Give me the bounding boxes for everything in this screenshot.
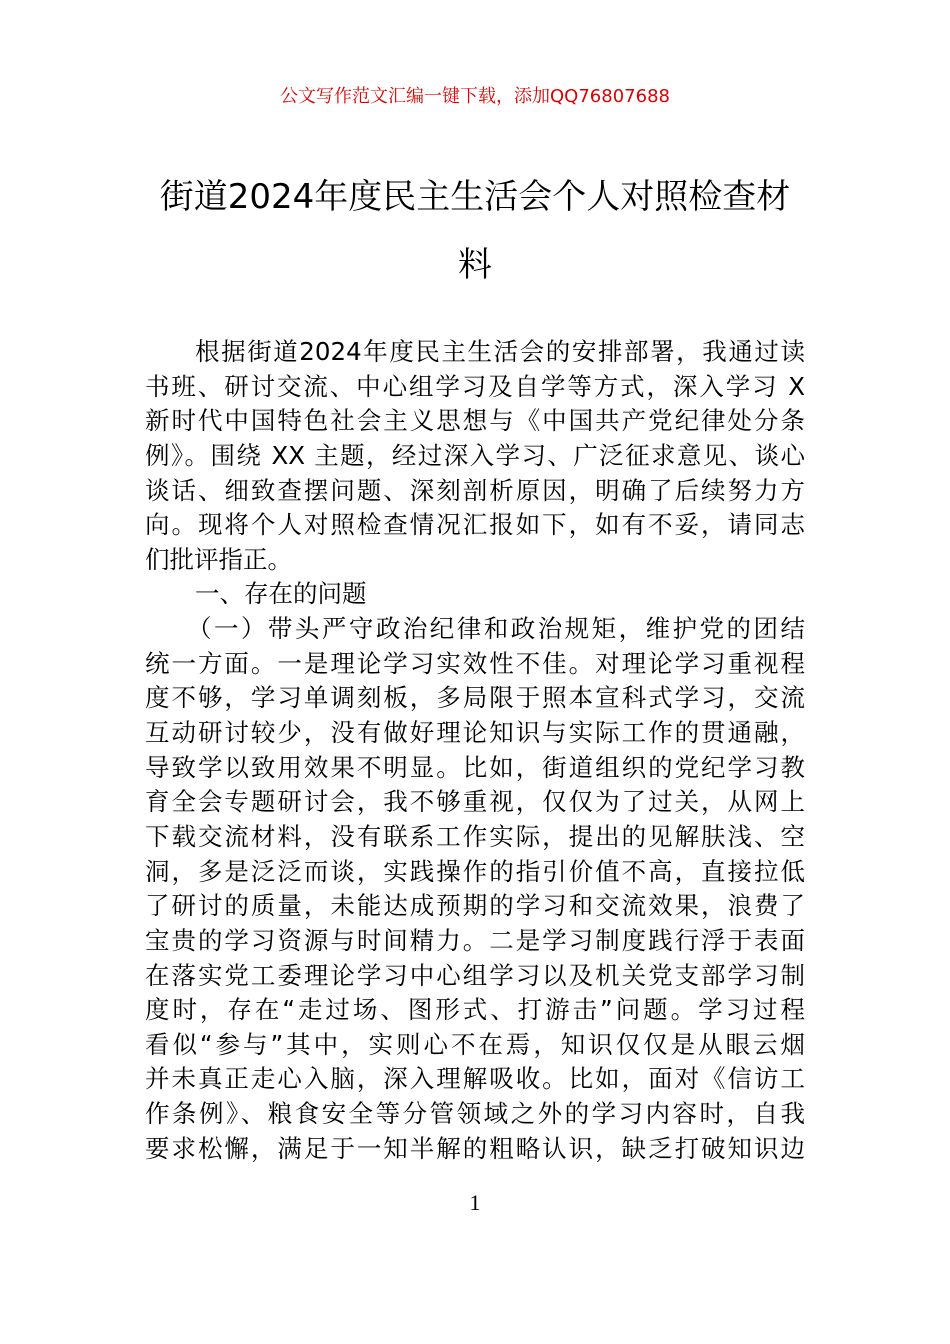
body-line: 例》。围绕 XX 主题，经过深入学习、广泛征求意见、谈心	[145, 440, 805, 470]
body-line: 在落实党工委理论学习中心组学习以及机关党支部学习制	[145, 960, 805, 990]
body-line: 下载交流材料，没有联系工作实际，提出的见解肤浅、空	[145, 821, 805, 851]
body-line: 育全会专题研讨会，我不够重视，仅仅为了过关，从网上	[145, 787, 805, 817]
body-line: 向。现将个人对照检查情况汇报如下，如有不妥，请同志	[145, 510, 805, 540]
body-line: 谈话、细致查摆问题、深刻剖析原因，明确了后续努力方	[145, 475, 805, 505]
body-line: 度时，存在“走过场、图形式、打游击”问题。学习过程	[145, 995, 805, 1025]
document-body	[145, 335, 805, 1166]
document-title-line-2: 料	[458, 245, 492, 285]
body-line: 并未真正走心入脑，深入理解吸收。比如，面对《信访工	[145, 1064, 805, 1094]
body-line: 作条例》、粮食安全等分管领域之外的学习内容时，自我	[145, 1099, 805, 1129]
body-line: 宝贵的学习资源与时间精力。二是学习制度践行浮于表面	[145, 925, 805, 955]
body-line: 要求松懈，满足于一知半解的粗略认识，缺乏打破知识边	[145, 1133, 805, 1163]
document-title-line-1: 街道2024年度民主生活会个人对照检查材	[159, 177, 791, 217]
body-line: 新时代中国特色社会主义思想与《中国共产党纪律处分条	[145, 406, 805, 436]
body-line: （一）带头严守政治纪律和政治规矩，维护党的团结	[187, 614, 805, 644]
body-line: 书班、研讨交流、中心组学习及自学等方式，深入学习 X	[145, 371, 805, 401]
header-watermark: 公文写作范文汇编一键下载，添加QQ76807688	[280, 86, 670, 107]
body-line: 看似“参与”其中，实则心不在焉，知识仅仅是从眼云烟	[145, 1029, 805, 1059]
body-line: 统一方面。一是理论学习实效性不佳。对理论学习重视程	[145, 648, 805, 678]
body-line: 根据街道2024年度民主生活会的安排部署，我通过读	[195, 337, 805, 366]
section-heading: 一、存在的问题	[195, 579, 367, 609]
body-line: 导致学以致用效果不明显。比如，街道组织的党纪学习教	[145, 752, 805, 782]
body-line: 互动研讨较少，没有做好理论知识与实际工作的贯通融，	[145, 718, 805, 748]
body-line: 了研讨的质量，未能达成预期的学习和交流效果，浪费了	[145, 891, 805, 921]
body-line: 度不够，学习单调刻板，多局限于照本宣科式学习，交流	[145, 683, 805, 713]
body-line: 们批评指正。	[145, 544, 292, 574]
body-line: 洞，多是泛泛而谈，实践操作的指引价值不高，直接拉低	[145, 856, 805, 886]
page-number: 1	[469, 1190, 481, 1215]
